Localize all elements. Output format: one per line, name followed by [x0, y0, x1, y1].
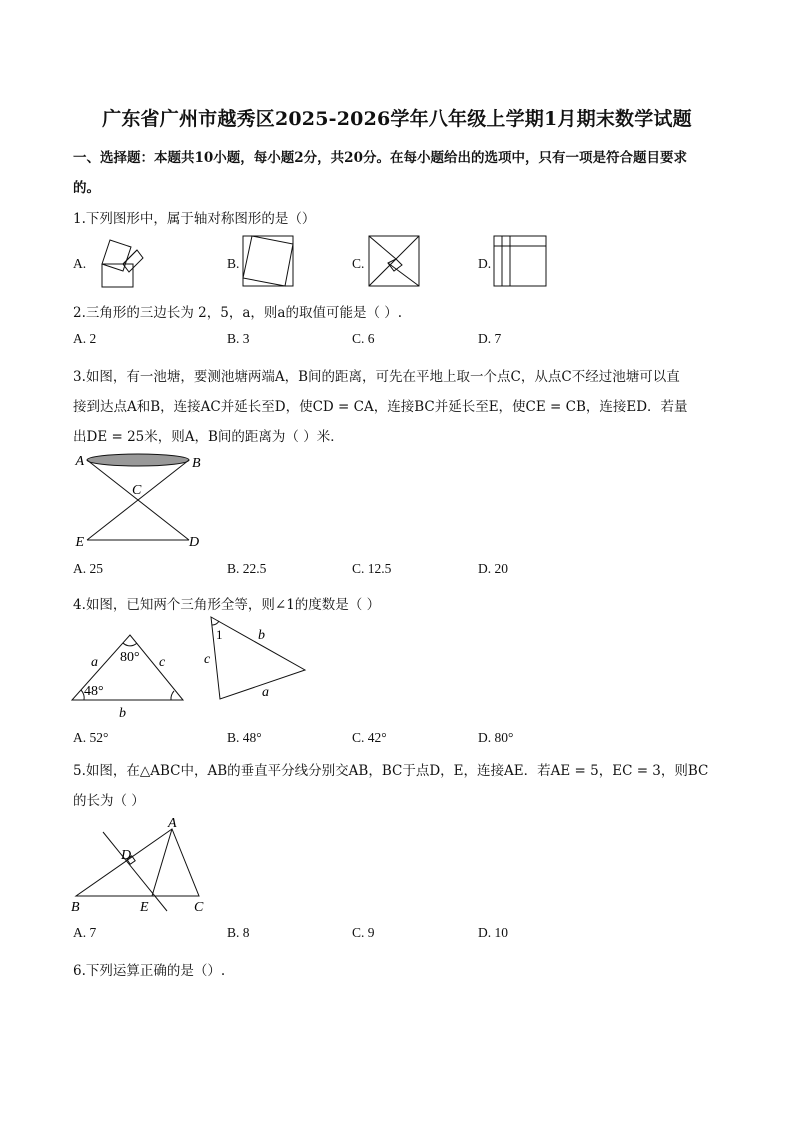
q4-option-c: C. 42°: [352, 730, 387, 745]
q4-fig1-side-c: c: [159, 655, 166, 670]
q3-option-a: A. 25: [73, 561, 103, 576]
q2-option-c: C. 6: [352, 331, 375, 346]
q6-stem: 6.下列运算正确的是（）.: [73, 963, 226, 979]
q3-stem-line1: 3.如图，有一池塘，要测池塘两端A，B间的距离，可先在平地上取一个点C，从点C不经过池塘可以直: [73, 369, 680, 385]
q1-figure-b: [242, 235, 296, 287]
q2-stem: 2.三角形的三边长为 2，5，a，则a的取值可能是（ ）.: [73, 305, 403, 321]
q3-option-c: C. 12.5: [352, 561, 392, 576]
q3-label-e: E: [75, 535, 84, 550]
q4-fig1-side-a: a: [91, 655, 98, 670]
q2-option-b: B. 3: [227, 331, 250, 346]
q1-option-a: A.: [73, 256, 87, 271]
q1-figure-a: [85, 232, 147, 290]
q3-option-d: D. 20: [478, 561, 508, 576]
q4-fig1-side-b: b: [119, 706, 126, 721]
q4-fig2-side-a: a: [262, 685, 269, 700]
q4-stem: 4.如图，已知两个三角形全等，则∠1的度数是（ ）: [73, 597, 381, 613]
section-header-line2: 的。: [73, 180, 100, 196]
q3-label-d: D: [189, 535, 200, 550]
q2-option-d: D. 7: [478, 331, 502, 346]
q5-figure: [68, 814, 218, 918]
q4-fig2-angle-1: 1: [216, 627, 223, 642]
q3-option-b: B. 22.5: [227, 561, 267, 576]
q1-stem: 1.下列图形中，属于轴对称图形的是（）: [73, 211, 316, 227]
q3-stem-line2: 接到达点A和B，连接AC并延长至D，使CD = CA，连接BC并延长至E，使CE = CB，连接ED．若量: [73, 399, 688, 415]
q5-stem-line2: 的长为（ ）: [73, 793, 145, 809]
q1-figure-d: [493, 235, 549, 287]
q1-option-c: C.: [352, 256, 365, 271]
q3-label-c: C: [132, 483, 142, 498]
q3-label-b: B: [192, 456, 201, 471]
q4-figure-triangle-2: [204, 612, 314, 706]
page-title: 广东省广州市越秀区2025-2026学年八年级上学期1月期末数学试题: [102, 108, 692, 130]
q5-label-b: B: [71, 900, 80, 915]
q1-option-d: D.: [478, 256, 492, 271]
q5-stem-line1: 5.如图，在△ABC中，AB的垂直平分线分别交AB，BC于点D，E，连接AE．若AE = 5，EC = 3，则BC: [73, 763, 709, 779]
q3-label-a: A: [75, 454, 84, 469]
q4-fig1-angle-left: 48°: [84, 684, 104, 699]
q3-stem-line3: 出DE = 25米，则A，B间的距离为（ ）米．: [73, 429, 344, 445]
q4-option-b: B. 48°: [227, 730, 262, 745]
q5-option-c: C. 9: [352, 925, 375, 940]
q5-option-b: B. 8: [227, 925, 250, 940]
q4-option-a: A. 52°: [73, 730, 109, 745]
q5-label-c: C: [194, 900, 204, 915]
q5-label-e: E: [140, 900, 149, 915]
q5-label-a: A: [168, 816, 177, 831]
q4-fig2-side-c: c: [204, 652, 211, 667]
q2-option-a: A. 2: [73, 331, 97, 346]
q3-figure: [68, 448, 208, 550]
q5-option-d: D. 10: [478, 925, 508, 940]
pond-shape: [87, 454, 189, 466]
q1-figure-c: [368, 235, 422, 287]
q5-label-d: D: [121, 848, 132, 863]
q5-option-a: A. 7: [73, 925, 97, 940]
q4-fig2-side-b: b: [258, 628, 265, 643]
q4-figure-triangle-1: [66, 628, 191, 722]
q4-fig1-angle-top: 80°: [120, 650, 140, 665]
section-header-line1: 一、选择题：本题共10小题，每小题2分，共20分。在每小题给出的选项中，只有一项是符合题目要求: [73, 150, 687, 166]
q4-option-d: D. 80°: [478, 730, 514, 745]
q1-option-b: B.: [227, 256, 240, 271]
